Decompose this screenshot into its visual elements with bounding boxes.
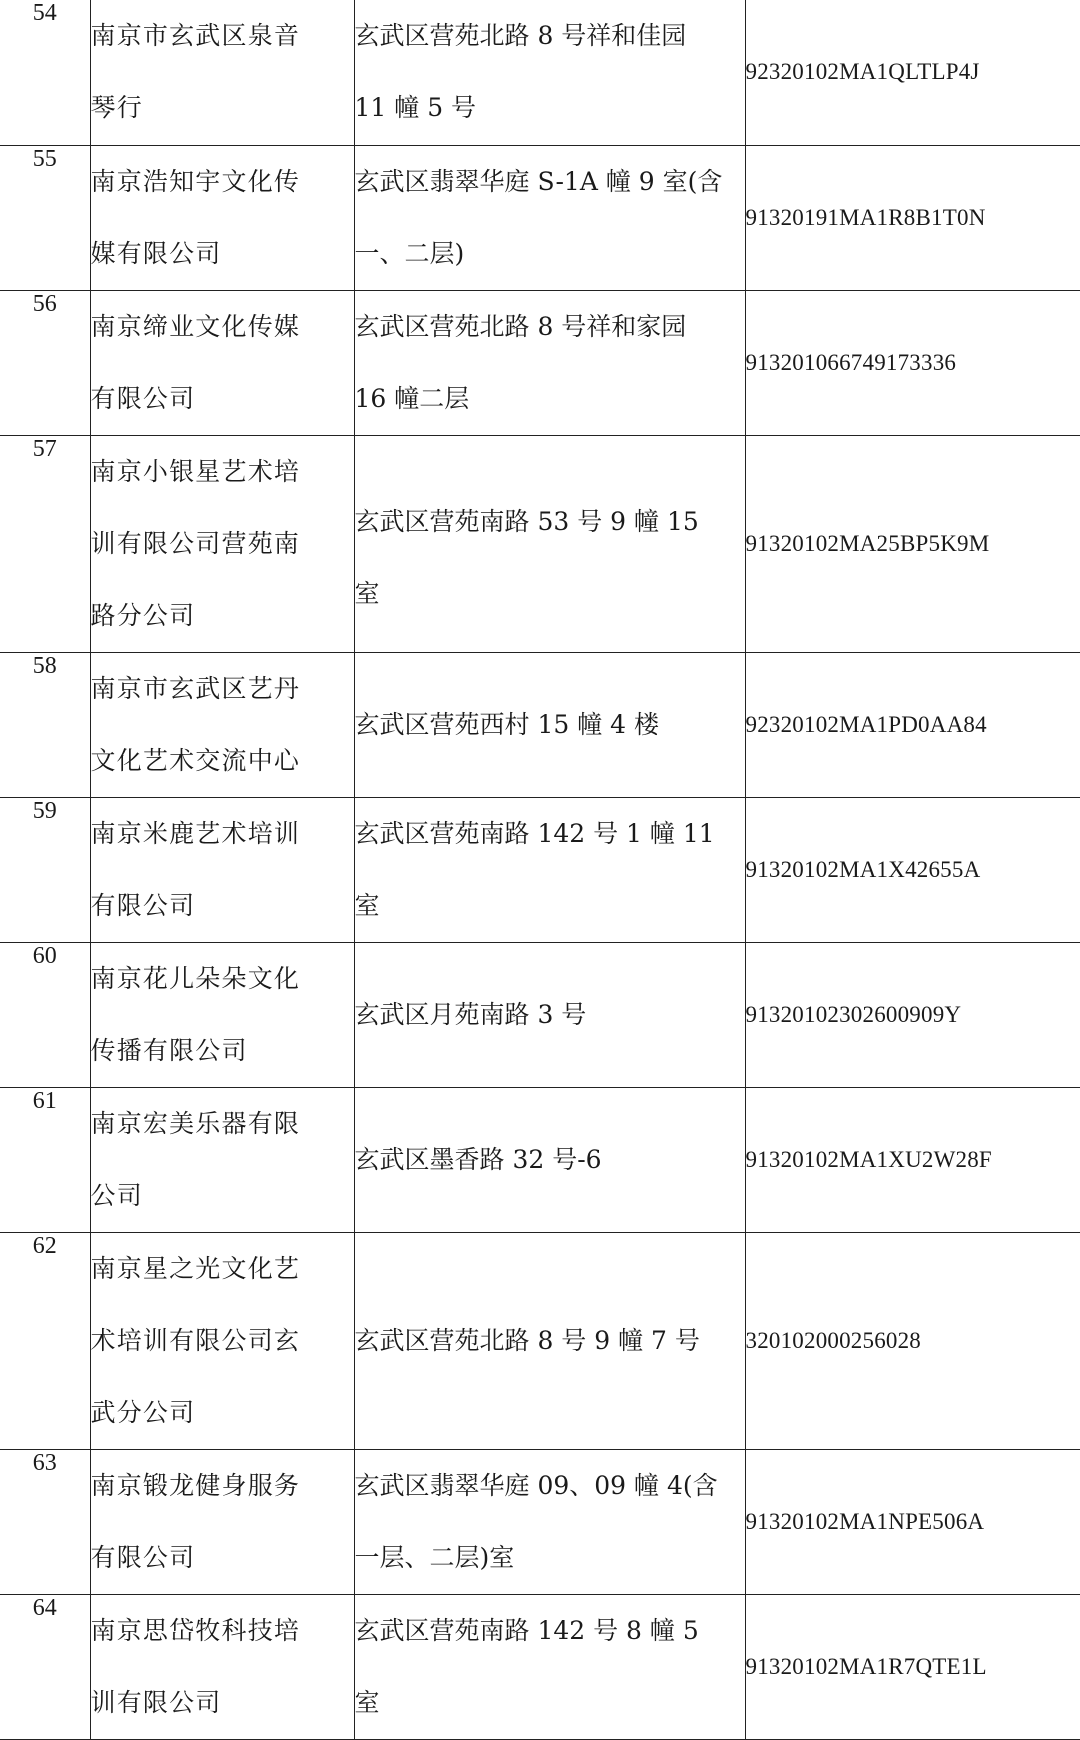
- address-line: 玄武区营苑北路 8 号祥和佳园: [354, 21, 687, 50]
- company-name-line: 公司: [90, 1180, 143, 1210]
- row-number: 61: [0, 1087, 90, 1232]
- company-name-cell: [90, 942, 354, 1087]
- credit-code-cell: 91320102MA1R7QTE1L: [745, 1594, 1080, 1739]
- company-name-line: 南京花儿朵朵文化: [90, 963, 301, 993]
- row-number: 62: [0, 1232, 90, 1449]
- company-name-line: 术培训有限公司玄: [90, 1325, 301, 1355]
- company-name-cell: [90, 145, 354, 290]
- company-name-line: 琴行: [90, 93, 143, 122]
- address-cell: [354, 1594, 745, 1739]
- row-number: 59: [0, 797, 90, 942]
- address-cell: [354, 145, 745, 290]
- company-name-line: 训有限公司营苑南: [90, 528, 301, 558]
- row-number: 58: [0, 652, 90, 797]
- table-row: [0, 797, 1080, 942]
- company-name-cell: [90, 0, 354, 145]
- row-number: 55: [0, 145, 90, 290]
- company-name-line: 媒有限公司: [90, 238, 222, 268]
- address-line: 玄武区营苑西村 15 幢 4 楼: [354, 709, 660, 739]
- company-name-line: 有限公司: [90, 890, 196, 920]
- company-name-cell: [90, 1449, 354, 1594]
- company-name-line: 传播有限公司: [90, 1035, 248, 1065]
- address-line: 玄武区营苑南路 53 号 9 幢 15: [354, 506, 699, 536]
- address-cell: [354, 435, 745, 652]
- address-cell: [354, 290, 745, 435]
- company-name-line: 南京米鹿艺术培训: [90, 818, 301, 848]
- address-line: 玄武区翡翠华庭 09、09 幢 4(含: [354, 1470, 718, 1500]
- company-name-line: 南京市玄武区艺丹: [90, 673, 301, 703]
- company-name-cell: [90, 797, 354, 942]
- address-cell: [354, 1232, 745, 1449]
- table-row: [0, 1594, 1080, 1739]
- company-name-line: 路分公司: [90, 600, 196, 630]
- company-name-line: 南京锻龙健身服务: [90, 1470, 301, 1500]
- credit-code-cell: 91320102MA1XU2W28F: [745, 1087, 1080, 1232]
- address-line: 室: [354, 578, 380, 608]
- company-name-line: 南京小银星艺术培: [90, 456, 301, 486]
- row-number: 63: [0, 1449, 90, 1594]
- address-cell: [354, 0, 745, 145]
- address-line: 玄武区营苑北路 8 号 9 幢 7 号: [354, 1325, 700, 1355]
- company-name-line: 南京缔业文化传媒: [90, 311, 301, 341]
- company-name-line: 南京思岱牧科技培: [90, 1615, 301, 1645]
- company-name-line: 有限公司: [90, 383, 196, 413]
- row-number: 56: [0, 290, 90, 435]
- row-number: 64: [0, 1594, 90, 1739]
- credit-code-cell: 91320102302600909Y: [745, 942, 1080, 1087]
- table-row: [0, 652, 1080, 797]
- credit-code-cell: 91320191MA1R8B1T0N: [745, 145, 1080, 290]
- company-name-line: 南京浩知宇文化传: [90, 166, 301, 196]
- company-name-line: 训有限公司: [90, 1687, 222, 1717]
- table-row: [0, 145, 1080, 290]
- credit-code-cell: 92320102MA1PD0AA84: [745, 652, 1080, 797]
- credit-code-cell: 91320102MA1X42655A: [745, 797, 1080, 942]
- table-row: [0, 290, 1080, 435]
- table-row: [0, 942, 1080, 1087]
- address-line: 16 幢二层: [354, 383, 470, 413]
- address-cell: [354, 1087, 745, 1232]
- address-line: 玄武区翡翠华庭 S-1A 幢 9 室(含: [354, 166, 723, 196]
- credit-code-cell: 92320102MA1QLTLP4J: [745, 0, 1080, 145]
- company-name-line: 南京市玄武区泉音: [90, 21, 301, 50]
- company-name-cell: [90, 1594, 354, 1739]
- company-name-line: 文化艺术交流中心: [90, 745, 301, 775]
- address-cell: [354, 942, 745, 1087]
- address-line: 一、二层): [354, 238, 465, 268]
- address-line: 玄武区营苑北路 8 号祥和家园: [354, 311, 687, 341]
- credit-code-cell: 913201066749173336: [745, 290, 1080, 435]
- company-name-cell: [90, 652, 354, 797]
- credit-code-cell: 91320102MA1NPE506A: [745, 1449, 1080, 1594]
- address-line: 室: [354, 1687, 380, 1717]
- address-line: 玄武区营苑南路 142 号 1 幢 11: [354, 818, 715, 848]
- company-name-cell: [90, 1087, 354, 1232]
- company-name-line: 南京宏美乐器有限: [90, 1108, 301, 1138]
- address-cell: [354, 652, 745, 797]
- address-line: 室: [354, 890, 380, 920]
- company-name-line: 有限公司: [90, 1542, 196, 1572]
- row-number: 60: [0, 942, 90, 1087]
- table-row: [0, 1449, 1080, 1594]
- row-number: 57: [0, 435, 90, 652]
- address-line: 一层、二层)室: [354, 1542, 515, 1572]
- address-cell: [354, 797, 745, 942]
- company-name-line: 武分公司: [90, 1397, 196, 1427]
- table-row: [0, 0, 1080, 145]
- company-name-cell: [90, 1232, 354, 1449]
- company-name-cell: [90, 290, 354, 435]
- table-row: [0, 1232, 1080, 1449]
- address-line: 玄武区墨香路 32 号-6: [354, 1144, 602, 1174]
- address-line: 11 幢 5 号: [354, 93, 477, 122]
- table-row: [0, 1087, 1080, 1232]
- address-line: 玄武区营苑南路 142 号 8 幢 5: [354, 1615, 699, 1645]
- company-name-line: 南京星之光文化艺: [90, 1253, 301, 1283]
- address-cell: [354, 1449, 745, 1594]
- credit-code-cell: 91320102MA25BP5K9M: [745, 435, 1080, 652]
- address-line: 玄武区月苑南路 3 号: [354, 999, 587, 1029]
- row-number: 54: [0, 0, 90, 145]
- credit-code-cell: 320102000256028: [745, 1232, 1080, 1449]
- company-name-cell: [90, 435, 354, 652]
- table-row: [0, 435, 1080, 652]
